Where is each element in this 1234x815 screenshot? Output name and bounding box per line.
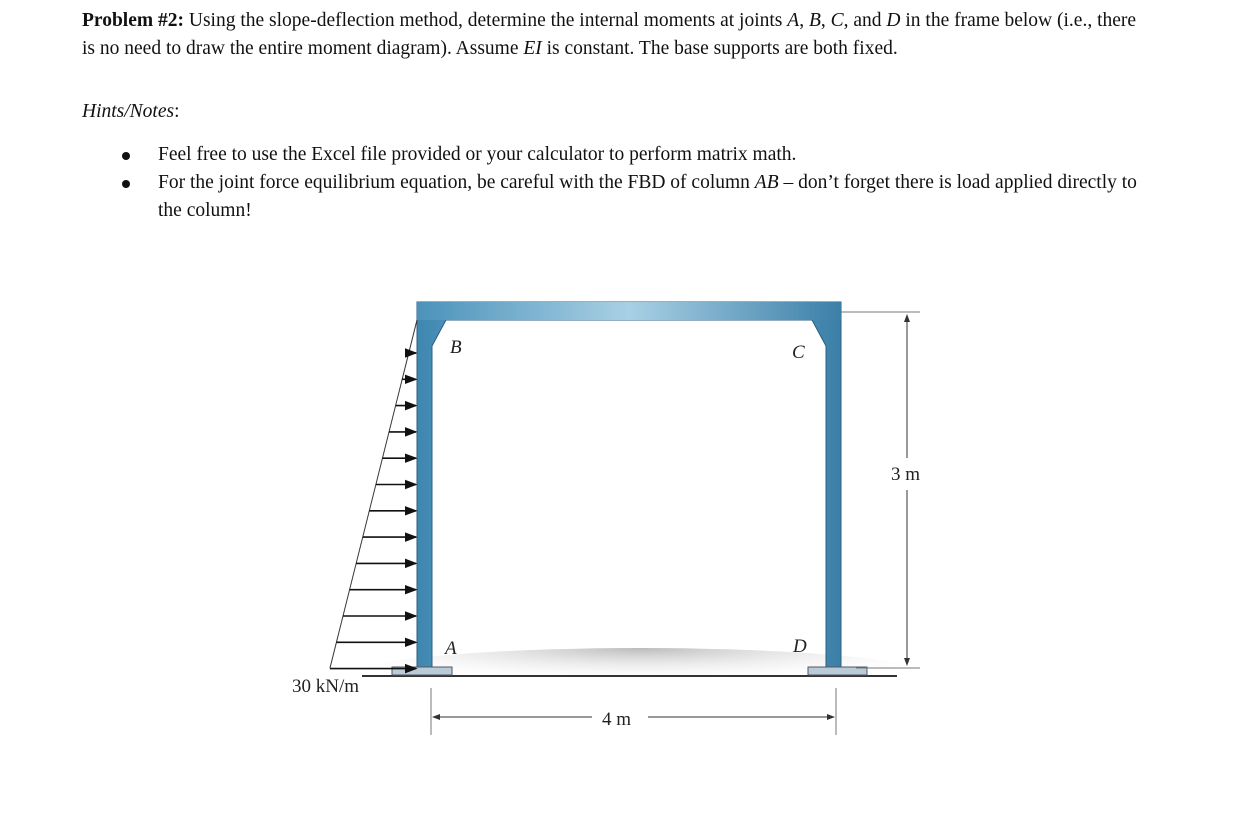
column-ab-ref: AB <box>754 172 779 193</box>
joint-label-b: B <box>450 337 462 358</box>
hints-title: Hints/Notes <box>82 101 175 122</box>
problem-text: is constant. The base supports are both fixed. <box>541 38 898 59</box>
problem-text: in the frame below (i.e., there is no need to draw the entire moment diagram). Assume <box>82 10 1137 59</box>
ei-ref: EI <box>523 38 542 59</box>
hint-text: For the joint force equilibrium equation, be careful with the FBD of column <box>158 172 755 193</box>
beam-bc <box>417 302 841 320</box>
distributed-load <box>330 320 417 669</box>
load-label: 30 kN/m <box>292 676 360 697</box>
joint-b-ref: B <box>808 10 821 31</box>
joint-label-d: D <box>793 636 807 657</box>
hint-text: – don’t forget there is load applied directly to the column! <box>158 172 1137 221</box>
joint-a-ref: A <box>787 10 800 31</box>
joint-d-ref: D <box>886 10 901 31</box>
colon: : <box>174 101 180 122</box>
joint-c-ref: C <box>830 10 844 31</box>
frame <box>417 302 841 673</box>
problem-text: Using the slope-deflection method, determine the internal moments at joints <box>184 10 788 31</box>
width-label: 4 m <box>602 709 632 730</box>
sep: , and <box>843 10 887 31</box>
hint-text: Feel free to use the Excel file provided or your calculator to perform matrix math. <box>158 144 797 165</box>
joint-label-c: C <box>792 342 805 363</box>
sep: , <box>799 10 809 31</box>
joint-label-a: A <box>445 638 457 659</box>
height-label: 3 m <box>891 464 921 485</box>
sep: , <box>820 10 831 31</box>
problem-label: Problem #2: <box>82 10 184 31</box>
